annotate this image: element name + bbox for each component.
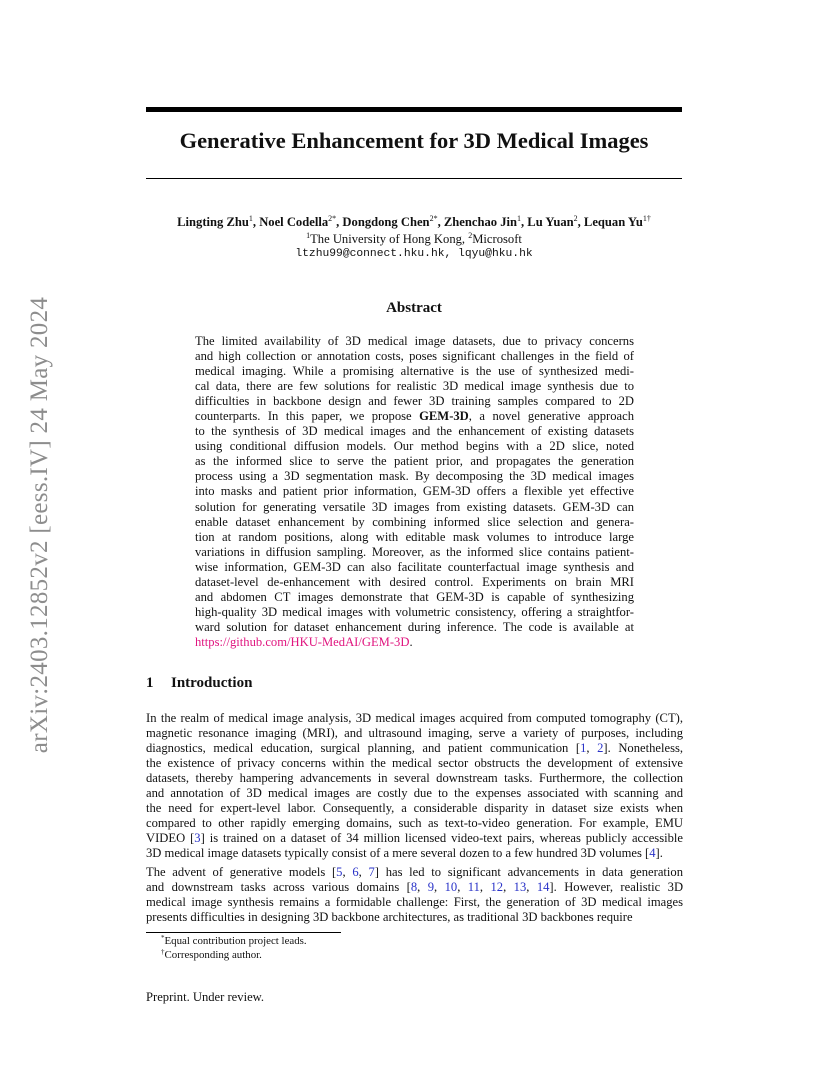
arxiv-identifier-text: arXiv:2403.12852v2 [eess.IV] 24 May 2024 [26,296,53,754]
abstract-line: variations in diffusion sampling. Moreover, as the informed slice contains patient- [195,544,634,559]
citation-link[interactable]: 2 [597,741,604,756]
section-number: 1 [146,675,154,691]
author-mark: 2 [573,214,578,223]
citation-link[interactable]: 4 [649,846,656,861]
citation-link[interactable]: 1 [580,741,587,756]
author-name: Lequan Yu [583,215,643,229]
paragraph-line: magnetic resonance imaging (MRI), and ultrasound imaging, serve a variety of purposes, including [146,726,683,741]
footnote-mark: † [161,948,165,956]
paragraph-line: and annotation of 3D medical images are costly due to the expenses associated with scanning and [146,786,683,801]
title-bottom-rule [146,178,682,179]
paragraph-line: medical image synthesis remains a formidable challenge: First, the generation of 3D medical images [146,895,683,910]
paragraph-line: VIDEO [3] is trained on a dataset of 34 million licensed video-text pairs, whereas publicly accessible [146,831,683,846]
author-mark: 1† [642,214,651,223]
arxiv-identifier [25,275,55,775]
abstract-line: cal data, there are few solutions for realistic 3D medical image synthesis due to [195,379,634,394]
abstract-line: to the synthesis of 3D medical images and the enhancement of existing datasets [195,424,634,439]
paragraph-line: the existence of privacy concerns within the medical sector obstructs the development of extensive [146,756,683,771]
footnote-text: Corresponding author. [164,949,262,961]
paper-title: Generative Enhancement for 3D Medical Images [179,128,649,153]
affiliation-2: Microsoft [472,232,522,246]
paragraph-line: The advent of generative models [5, 6, 7] has led to significant advancements in data generation [146,865,683,879]
author-mark: 2* [429,214,438,223]
affiliation-mark: 1 [306,231,311,240]
abstract-line: tion at random positions, along with editable mask volumes to introduce large [195,529,634,544]
author-name: Dongdong Chen [342,215,430,229]
abstract-body [195,334,634,650]
abstract-line: and abdomen CT images demonstrate that GEM-3D is capable of synthesizing [195,589,634,604]
citation-link[interactable]: 8 [410,880,418,895]
intro-paragraph-1 [146,711,683,861]
citation-link[interactable]: 9 [427,880,435,895]
footnote-rule [146,932,341,933]
abstract-line: into masks and patient prior information, GEM-3D offers a flexible yet effective [195,484,634,499]
paragraph-line: compared to other rapidly emerging domains, such as text-to-video generation. For example, EMU [146,816,683,831]
author-name: Noel Codella [259,215,329,229]
paragraph-line: diagnostics, medical education, surgical planning, and patient communication [1, 2]. Nonetheless, [146,741,684,756]
affiliations [146,232,682,247]
title-top-rule [146,107,682,112]
abstract-line: enable dataset enhancement by combining informed slice selection and genera- [195,514,634,529]
citation-link[interactable]: 7 [368,865,375,879]
author-name: Lu Yuan [527,215,574,229]
footnote [161,935,307,947]
abstract-line: wise information, GEM-3D can also facilitate counterfactual image synthesis and [195,559,634,574]
paragraph-line: the need for expert-level labor. Consequently, a considerable disparity in dataset size exists when [146,801,683,816]
author-mark: 1 [248,214,253,223]
intro-paragraph-2 [146,865,683,925]
abstract-line: solution for generating versatile 3D images from existing datasets. GEM-3D can [195,499,634,514]
affiliation-1: The University of Hong Kong, [310,232,466,246]
abstract-line: using conditional diffusion models. Our method begins with a 2D slice, noted [195,439,634,454]
method-name: GEM-3D [419,409,469,424]
paragraph-line: and downstream tasks across various domains [8, 9, 10, 11, 12, 13, 14]. However, realistic 3D [146,880,684,895]
abstract-line: process using a 3D segmentation mask. By decomposing the 3D medical images [195,469,634,484]
citation-link[interactable]: 14 [536,880,550,895]
citation-link[interactable]: 13 [513,880,527,895]
paragraph-line: In the realm of medical image analysis, 3D medical images acquired from computed tomography (CT), [146,711,683,725]
abstract-line: high-quality 3D medical images with volumetric consistency, offering a straightfor- [195,604,634,619]
citation-link[interactable]: 6 [352,865,359,879]
abstract-line: ward solution for dataset enhancement during inference. The code is available at [195,619,634,634]
author-mark: 2* [328,214,337,223]
citation-link[interactable]: 3 [194,831,201,846]
footnote [161,949,262,961]
preprint-note: Preprint. Under review. [146,990,265,1004]
code-link[interactable]: https://github.com/HKU-MedAI/GEM-3D [195,634,410,649]
abstract-line: counterparts. In this paper, we propose GEM-3D, a novel generative approach [195,409,634,424]
paragraph-line: presents difficulties in designing 3D backbone architectures, as traditional 3D backbones require [146,910,633,925]
abstract-line: and high collection or annotation costs, poses significant challenges in the field of [195,349,634,364]
author-emails: ltzhu99@connect.hku.hk, lqyu@hku.hk [295,248,533,260]
affiliation-mark: 2 [468,231,473,240]
citation-link[interactable]: 10 [444,880,458,895]
abstract-line: dataset-level de-enhancement with desired control. Experiments on brain MRI [195,574,634,589]
author-mark: 1 [517,214,521,223]
paragraph-line: 3D medical image datasets typically consist of a mere several dozen to a few hundred 3D volumes [4]. [146,846,663,861]
abstract-line: difficulties in backbone design and fewer 3D training samples compared to 2D [195,394,634,409]
abstract-line: The limited availability of 3D medical image datasets, due to privacy concerns [195,334,634,348]
abstract-line: medical imaging. While a promising alternative is the use of synthesized medi- [195,364,634,379]
abstract-heading: Abstract [386,300,442,316]
citation-link[interactable]: 5 [336,865,343,879]
paragraph-line: datasets, thereby hampering advancements in several downstream tasks. Furthermore, the collection [146,771,683,786]
citation-link[interactable]: 11 [467,880,480,895]
footnote-mark: * [161,934,165,942]
footnote-text: Equal contribution project leads. [164,935,307,947]
author-list: Lingting Zhu$^1$, Noel Codella$^{2*}$, Dongdong Chen$^{2*}$, Zhenchao Jin$^1$, Lu Yuan$^2$, Lequan $Yu^{1\dagger}$ [177,214,651,229]
abstract-line: https://github.com/HKU-MedAI/GEM-3D. [195,634,413,649]
author-name: Zhenchao Jin [443,215,517,229]
abstract-line: as the informed slice to serve the patient prior, and propagates the generation [195,454,634,469]
author-name: Lingting Zhu [177,215,249,229]
section-title: Introduction [171,675,253,691]
section-heading [146,675,252,692]
citation-link[interactable]: 12 [490,880,504,895]
